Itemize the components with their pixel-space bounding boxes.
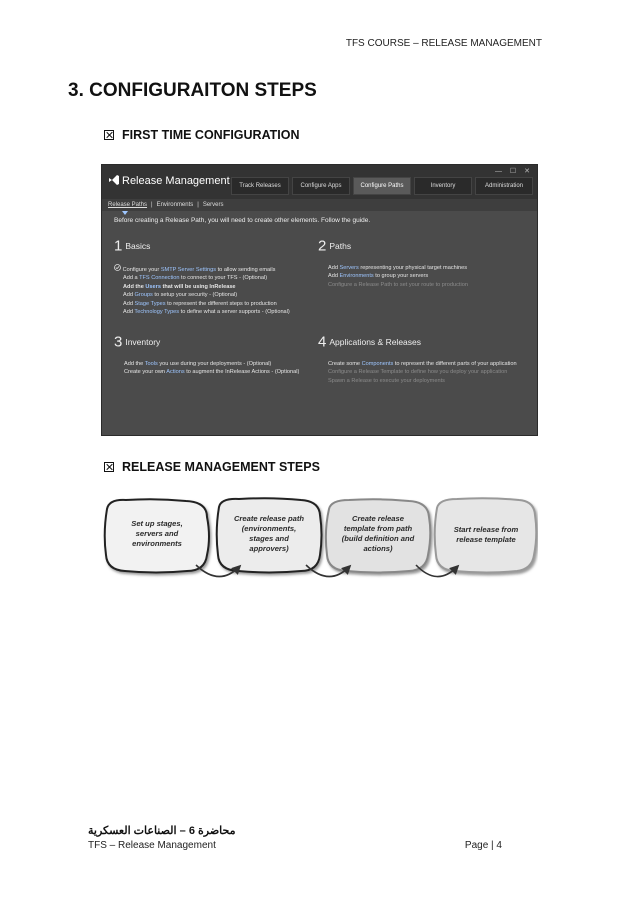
link-components[interactable]: Components — [361, 361, 394, 367]
step-text: stages and — [249, 534, 289, 543]
section-basics-heading — [114, 237, 150, 255]
subnav-separator: | — [151, 202, 153, 208]
section-title: 3. CONFIGURAITON STEPS — [68, 80, 317, 101]
list-item: Configure your SMTP Server Settings to allow sending emails — [114, 264, 290, 274]
window-controls[interactable]: — ☐ ✕ — [494, 168, 533, 175]
release-management-screenshot — [101, 164, 538, 436]
link-smtp-settings[interactable]: SMTP Server Settings — [160, 267, 217, 273]
step-text: release template — [456, 535, 516, 544]
footer-arabic: محاضرة 6 – الصناعات العسكرية — [88, 825, 236, 837]
list-item-disabled: Spawn a Release to execute your deployments — [328, 377, 445, 384]
link-actions[interactable]: Actions — [166, 369, 185, 376]
step-text: Set up stages, — [131, 519, 183, 528]
step-text: (environments, — [241, 524, 297, 533]
section-label: Basics — [125, 240, 151, 251]
footer-left: TFS – Release Management — [88, 840, 216, 851]
basics-list — [114, 264, 290, 316]
section-number: 3 — [114, 333, 123, 351]
subnav-servers[interactable]: Servers — [202, 202, 224, 208]
section-label: Applications & Releases — [329, 336, 422, 347]
sub-nav — [102, 199, 537, 211]
page-number: Page | 4 — [464, 840, 502, 851]
section-paths-heading — [318, 237, 351, 255]
tab-configure-apps[interactable]: Configure Apps — [292, 177, 350, 195]
link-tools[interactable]: Tools — [144, 361, 158, 367]
list-item-disabled: Configure a Release Template to define how you deploy your application — [328, 369, 508, 376]
step-text: servers and — [135, 529, 179, 538]
step-text: environments — [132, 539, 182, 548]
subsection-first-time — [104, 128, 300, 142]
step-text: actions) — [363, 544, 393, 553]
app-title: Release Management — [122, 175, 230, 187]
list-item: Add Environments to group your servers — [328, 273, 429, 280]
tab-inventory[interactable]: Inventory — [414, 177, 472, 195]
list-item-disabled: Configure a Release Path to set your route to production — [328, 281, 468, 288]
tab-administration[interactable]: Administration — [475, 177, 533, 195]
list-item: Add Servers representing your physical target machines — [328, 265, 467, 271]
subsection-release-steps — [104, 460, 320, 474]
section-number: 2 — [318, 237, 327, 255]
subnav-separator: | — [197, 202, 199, 208]
link-users[interactable]: Users — [145, 283, 161, 290]
release-steps-diagram — [101, 495, 538, 580]
list-item: Add the Users that will be using InRelease — [123, 283, 236, 290]
link-servers[interactable]: Servers — [339, 265, 359, 271]
list-item: Add Technology Types to define what a server supports - (Optional) — [123, 309, 290, 316]
tab-track-releases[interactable]: Track Releases — [231, 177, 289, 195]
paths-list — [328, 264, 468, 289]
link-groups[interactable]: Groups — [134, 292, 153, 299]
guide-text: Before creating a Release Path, you will need to create other elements. Follow the guide. — [114, 217, 371, 224]
step-text: Create release path — [233, 514, 305, 523]
section-number: 4 — [318, 333, 327, 351]
section-label: Inventory — [125, 336, 161, 347]
link-environments[interactable]: Environments — [339, 273, 374, 280]
visual-studio-logo-icon — [108, 174, 120, 186]
step-text: Start release from — [453, 525, 519, 534]
apps-releases-list — [328, 360, 517, 385]
page-header: TFS COURSE – RELEASE MANAGEMENT — [345, 38, 542, 49]
link-stage-types[interactable]: Stage Types — [134, 300, 166, 307]
checkbox-icon — [104, 462, 114, 472]
section-apps-releases-heading — [318, 333, 421, 351]
step-text: Create release — [352, 514, 404, 523]
subnav-release-paths[interactable]: Release Paths — [108, 202, 148, 208]
list-item: Add Groups to setup your security - (Optional) — [123, 292, 238, 299]
section-number: 1 — [114, 237, 123, 255]
list-item: Add the Tools you use during your deployments - (Optional) — [124, 361, 272, 367]
tab-configure-paths[interactable]: Configure Paths — [353, 177, 411, 195]
step-text: approvers) — [249, 544, 289, 553]
inventory-list — [124, 360, 299, 377]
link-tfs-connection[interactable]: TFS Connection — [139, 275, 180, 282]
link-technology-types[interactable]: Technology Types — [134, 309, 180, 316]
step-text: (build definition and — [341, 534, 415, 543]
list-item: Create some Components to represent the different parts of your application — [328, 361, 517, 367]
checkbox-icon — [104, 130, 114, 140]
section-inventory-heading — [114, 333, 160, 351]
check-circle-icon — [114, 264, 121, 271]
title-bar — [102, 165, 537, 199]
step-text: template from path — [343, 524, 413, 533]
active-indicator — [122, 211, 128, 215]
list-item: Add Stage Types to represent the different steps to production — [123, 300, 277, 307]
list-item: Create your own Actions to augment the InRelease Actions - (Optional) — [124, 369, 300, 376]
subsection-title: FIRST TIME CONFIGURATION — [122, 128, 300, 142]
list-item: Add a TFS Connection to connect to your TFS - (Optional) — [123, 275, 268, 282]
main-tabs — [231, 177, 533, 195]
section-label: Paths — [329, 240, 352, 251]
subnav-environments[interactable]: Environments — [156, 202, 194, 208]
subsection-title: RELEASE MANAGEMENT STEPS — [122, 460, 320, 474]
